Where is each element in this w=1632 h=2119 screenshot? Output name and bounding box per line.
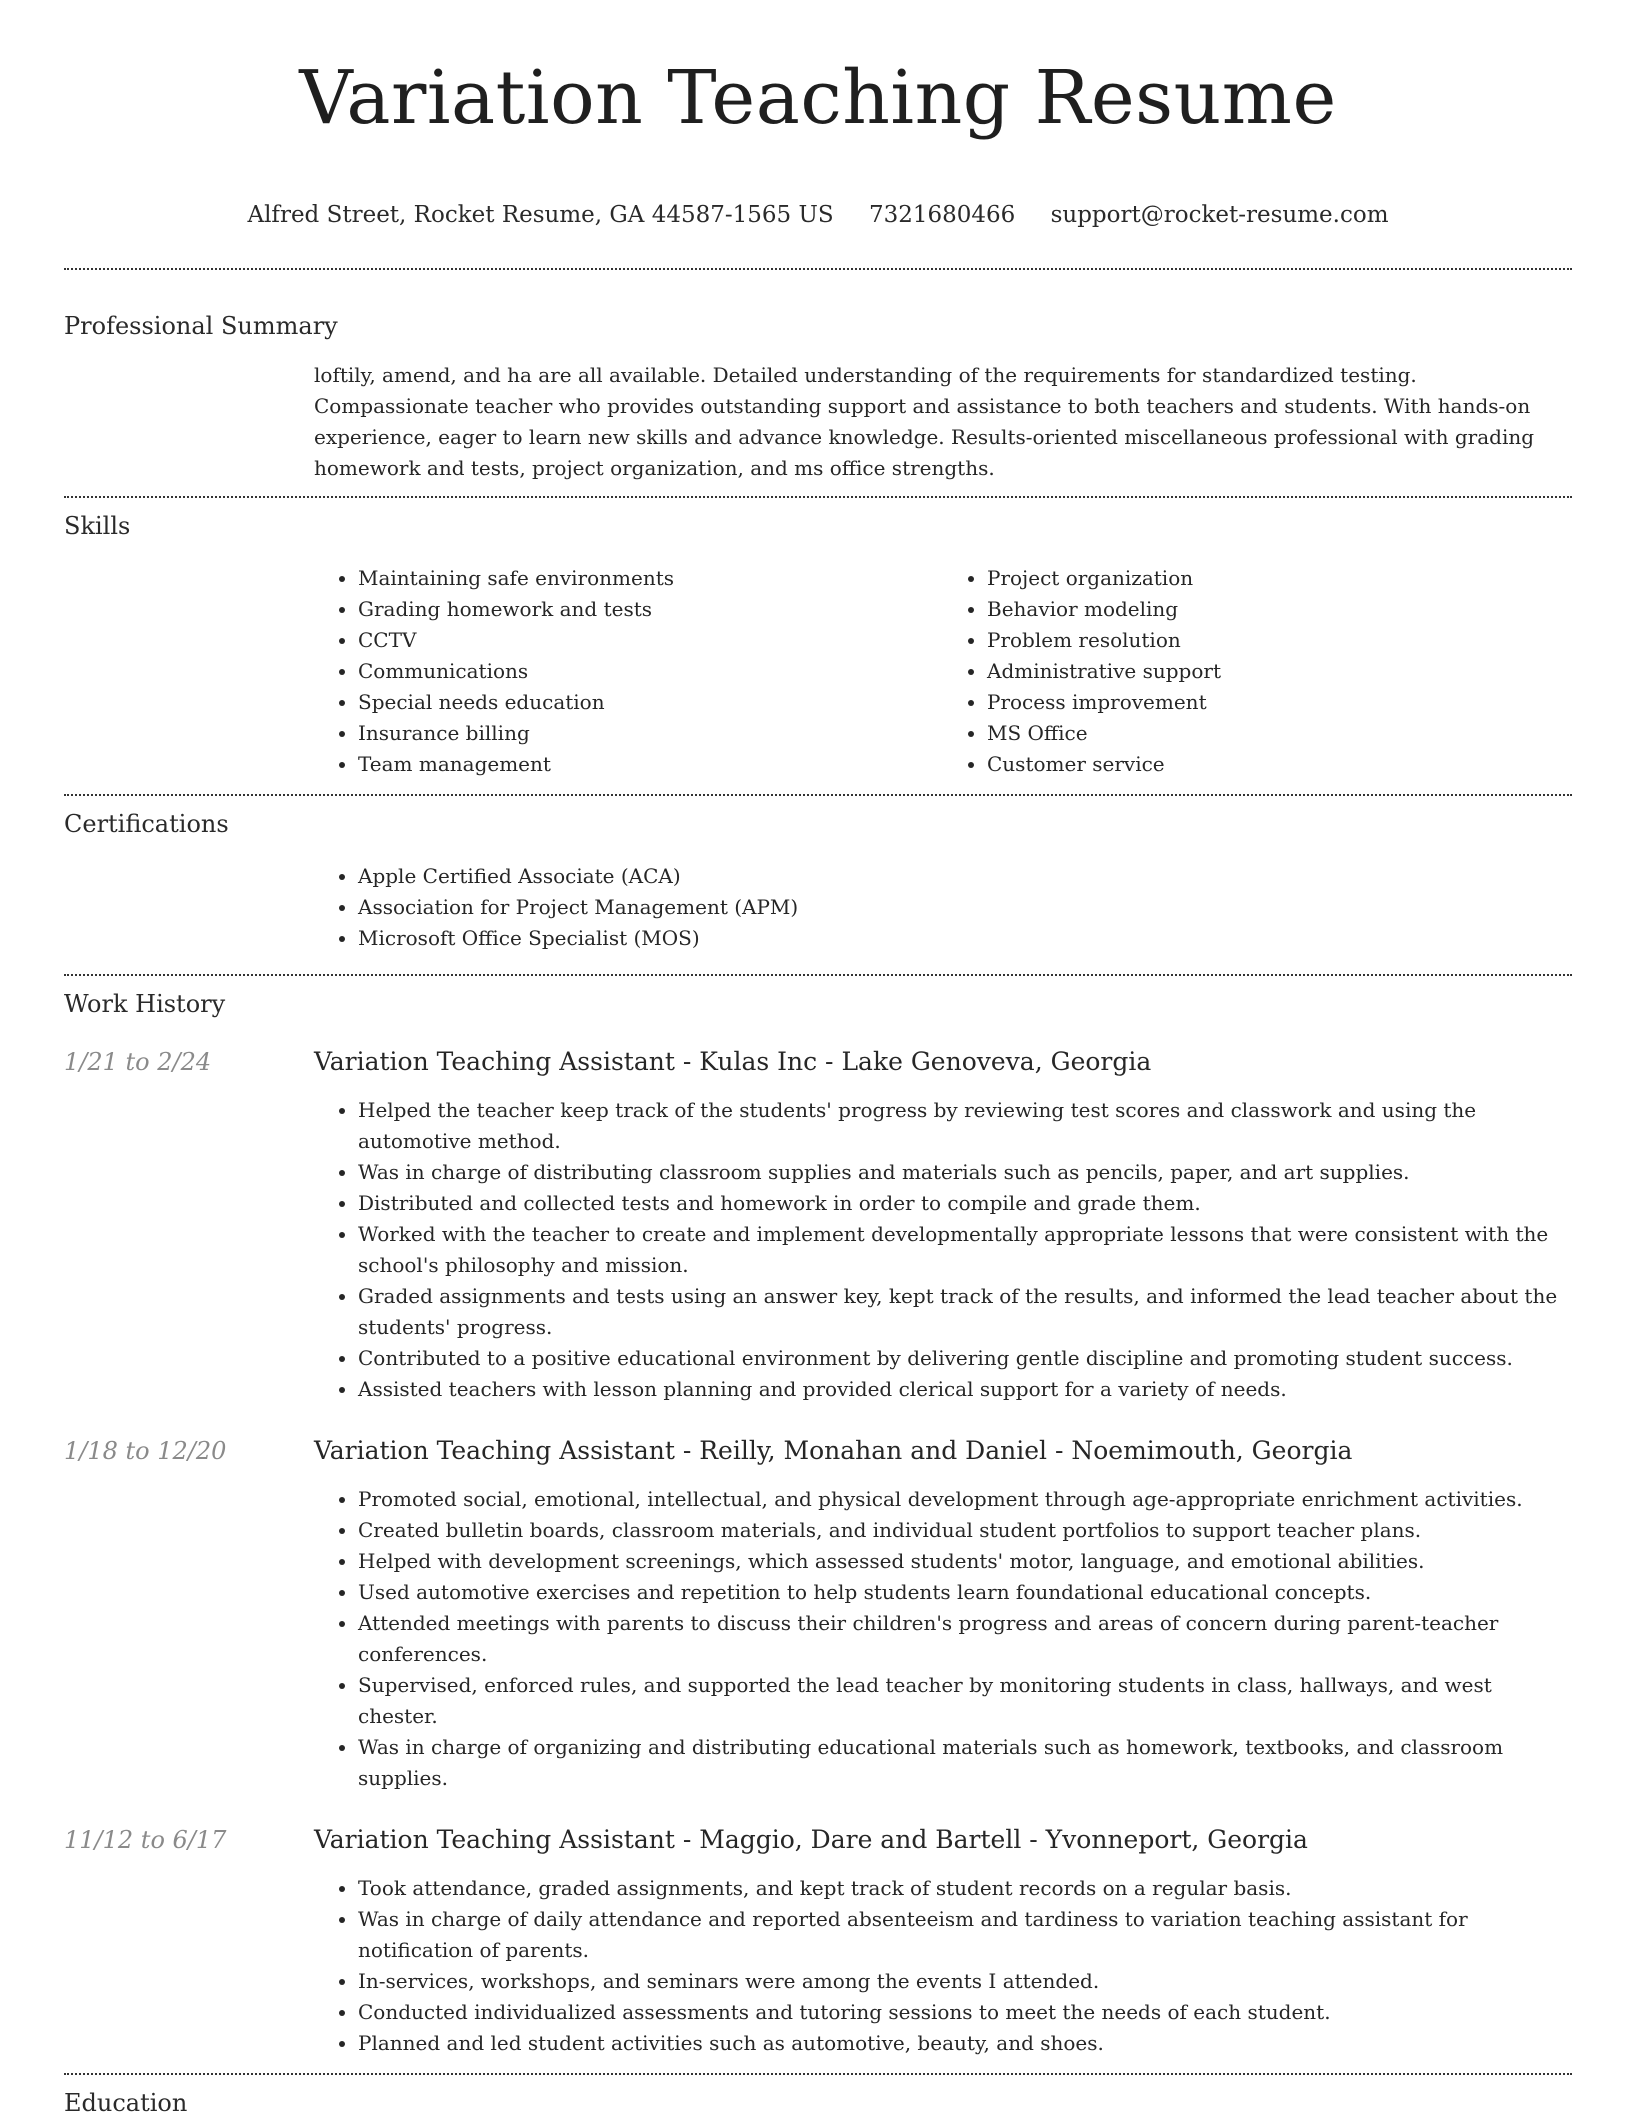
job-bullet: • Supervised, enforced rules, and supported the lead teacher by monitoring students in class, hallways, and west chester. (358, 1670, 1572, 1732)
contact-address: Alfred Street, Rocket Resume, GA 44587-1565 US (247, 202, 834, 228)
skills-column-right (943, 563, 1572, 780)
skill-item: • Insurance billing (358, 718, 943, 749)
summary-heading: Professional Summary (64, 312, 338, 340)
job-bullet: • In-services, workshops, and seminars were among the events I attended. (358, 1966, 1572, 1997)
job-bullet: • Used automotive exercises and repetition to help students learn foundational educational concepts. (358, 1577, 1572, 1608)
skill-item: • Communications (358, 656, 943, 687)
job-bullet: • Created bulletin boards, classroom materials, and individual student portfolios to support teacher plans. (358, 1515, 1572, 1546)
job-bullet: • Contributed to a positive educational environment by delivering gentle discipline and promoting student success. (358, 1343, 1572, 1374)
skill-item: • Problem resolution (987, 625, 1572, 656)
job-title: Variation Teaching Assistant - Kulas Inc - Lake Genoveva, Georgia (314, 1047, 1152, 1076)
contact-phone: 7321680466 (868, 202, 1016, 228)
job-bullet: • Helped with development screenings, which assessed students' motor, language, and emotional abilities. (358, 1546, 1572, 1577)
certification-item: • Apple Certified Associate (ACA) (358, 861, 1572, 892)
job-bullet: • Was in charge of organizing and distributing educational materials such as homework, textbooks, and classroom supplies. (358, 1732, 1572, 1794)
resume-page (64, 0, 1572, 2119)
skill-item: • Customer service (987, 749, 1572, 780)
job-entry (64, 1824, 1572, 2059)
certification-item: • Association for Project Management (APM) (358, 892, 1572, 923)
job-dates: 11/12 to 6/17 (64, 1826, 227, 1854)
certifications-heading: Certifications (64, 810, 229, 838)
job-dates: 1/21 to 2/24 (64, 1048, 212, 1076)
job-bullet: • Promoted social, emotional, intellectual, and physical development through age-appropriate enrichment activities. (358, 1484, 1572, 1515)
job-bullet: • Planned and led student activities such as automotive, beauty, and shoes. (358, 2028, 1572, 2059)
job-bullet: • Took attendance, graded assignments, and kept track of student records on a regular basis. (358, 1873, 1572, 1904)
skill-item: • Behavior modeling (987, 594, 1572, 625)
work-history-heading: Work History (64, 990, 226, 1018)
divider (64, 794, 1572, 796)
skill-item: • Grading homework and tests (358, 594, 943, 625)
skill-item: • Team management (358, 749, 943, 780)
job-bullet: • Distributed and collected tests and homework in order to compile and grade them. (358, 1188, 1572, 1219)
contact-line (64, 198, 1572, 232)
contact-email: support@rocket-resume.com (1050, 202, 1389, 228)
education-heading: Education (64, 2089, 188, 2117)
job-entry (64, 1435, 1572, 1794)
job-dates: 1/18 to 12/20 (64, 1437, 227, 1465)
certification-item: • Microsoft Office Specialist (MOS) (358, 923, 1572, 954)
skill-item: • Process improvement (987, 687, 1572, 718)
job-bullet: • Was in charge of distributing classroom supplies and materials such as pencils, paper, and art supplies. (358, 1157, 1572, 1188)
job-bullets (314, 1484, 1572, 1794)
job-bullets (314, 1873, 1572, 2059)
skills-column-left (314, 563, 943, 780)
skill-item: • Project organization (987, 563, 1572, 594)
job-bullet: • Worked with the teacher to create and implement developmentally appropriate lessons that were consistent with the school's philosophy and mission. (358, 1219, 1572, 1281)
job-bullet: • Graded assignments and tests using an answer key, kept track of the results, and informed the lead teacher about the students' progress. (358, 1281, 1572, 1343)
job-title: Variation Teaching Assistant - Maggio, Dare and Bartell - Yvonneport, Georgia (314, 1825, 1308, 1854)
job-bullet: • Was in charge of daily attendance and reported absenteeism and tardiness to variation teaching assistant for notification of parents. (358, 1904, 1572, 1966)
skill-item: • CCTV (358, 625, 943, 656)
divider (64, 268, 1572, 270)
divider (64, 496, 1572, 498)
resume-name: Variation Teaching Resume (299, 55, 1337, 141)
skill-item: • Administrative support (987, 656, 1572, 687)
summary-text: loftily, amend, and ha are all available. Detailed understanding of the requirements for standardized testing. Compassionate teacher who provides outstanding support and assistance to both teachers and students. With hands-on experience, eager to learn new skills and advance knowledge. Results-oriented miscellaneous professional with grading homework and tests, project organization, and ms office strengths. (314, 363, 1535, 480)
job-bullet: • Assisted teachers with lesson planning and provided clerical support for a variety of needs. (358, 1374, 1572, 1405)
job-bullet: • Helped the teacher keep track of the students' progress by reviewing test scores and classwork and using the automotive method. (358, 1095, 1572, 1157)
job-bullet: • Attended meetings with parents to discuss their children's progress and areas of concern during parent-teacher conferences. (358, 1608, 1572, 1670)
skill-item: • Special needs education (358, 687, 943, 718)
job-bullets (314, 1095, 1572, 1405)
divider (64, 974, 1572, 976)
divider (64, 2073, 1572, 2075)
skill-item: • Maintaining safe environments (358, 563, 943, 594)
job-title: Variation Teaching Assistant - Reilly, Monahan and Daniel - Noemimouth, Georgia (314, 1436, 1353, 1465)
certifications-list (314, 861, 1572, 954)
skills-heading: Skills (64, 512, 131, 540)
skills-list (314, 563, 1572, 780)
job-bullet: • Conducted individualized assessments and tutoring sessions to meet the needs of each student. (358, 1997, 1572, 2028)
skill-item: • MS Office (987, 718, 1572, 749)
job-entry (64, 1046, 1572, 1405)
